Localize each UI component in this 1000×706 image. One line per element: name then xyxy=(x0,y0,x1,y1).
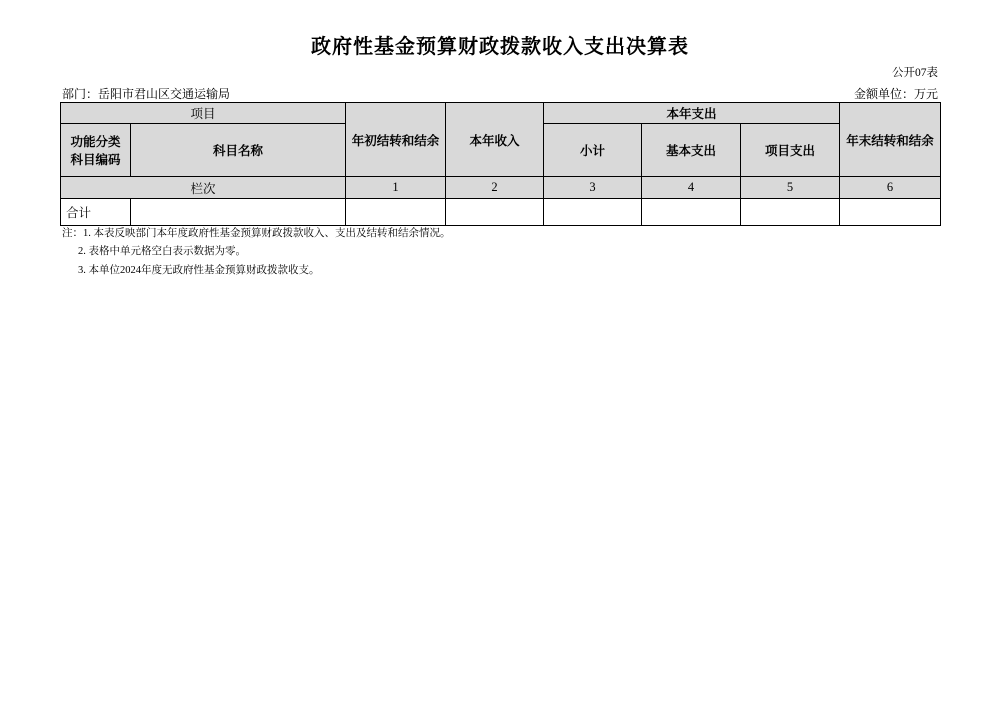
column-number-1: 1 xyxy=(346,177,446,199)
cell-year-income xyxy=(446,199,544,226)
table-column-number-row xyxy=(61,177,941,199)
column-number-3: 3 xyxy=(544,177,642,199)
cell-project-expenditure xyxy=(741,199,840,226)
header-basic-expenditure: 基本支出 xyxy=(642,124,741,177)
header-year-expenditure: 本年支出 xyxy=(544,103,840,124)
note-line-1 xyxy=(62,225,451,243)
column-number-2: 2 xyxy=(446,177,544,199)
column-number-5: 5 xyxy=(741,177,840,199)
department-label: 部门： xyxy=(62,87,99,101)
cell-begin-balance xyxy=(346,199,446,226)
cell-subtotal xyxy=(544,199,642,226)
header-function-code-line1: 功能分类 xyxy=(70,135,121,149)
table-header-row-1 xyxy=(61,103,941,124)
table-notes xyxy=(62,225,451,280)
table-row xyxy=(61,199,941,226)
header-subject-name: 科目名称 xyxy=(131,124,346,177)
note-item-2: 2. 表格中单元格空白表示数据为零。 xyxy=(78,246,246,258)
note-item-3: 3. 本单位2024年度无政府性基金预算财政拨款收支。 xyxy=(78,264,320,276)
header-begin-balance: 年初结转和结余 xyxy=(346,103,446,177)
header-project-group: 项目 xyxy=(61,103,346,124)
column-number-6: 6 xyxy=(840,177,941,199)
note-line-3 xyxy=(62,262,451,280)
budget-table xyxy=(60,102,941,226)
column-number-4: 4 xyxy=(642,177,741,199)
row-label-total: 合计 xyxy=(61,199,131,226)
amount-unit-label: 金额单位：万元 xyxy=(853,87,938,101)
note-line-2 xyxy=(62,243,451,261)
column-number-label: 栏次 xyxy=(61,177,346,199)
header-function-code-line2: 科目编码 xyxy=(70,153,121,167)
header-subtotal: 小计 xyxy=(544,124,642,177)
header-function-code xyxy=(61,124,131,177)
cell-subject-name xyxy=(131,199,346,226)
header-project-expenditure: 项目支出 xyxy=(741,124,840,177)
department-line xyxy=(62,85,230,102)
cell-basic-expenditure xyxy=(642,199,741,226)
form-code-label: 公开07表 xyxy=(892,67,938,79)
department-name: 岳阳市君山区交通运输局 xyxy=(98,87,231,101)
page-title: 政府性基金预算财政拨款收入支出决算表 xyxy=(311,36,689,58)
note-item-1: 1. 本表反映部门本年度政府性基金预算财政拨款收入、支出及结转和结余情况。 xyxy=(83,228,451,239)
header-year-income: 本年收入 xyxy=(446,103,544,177)
cell-end-balance xyxy=(840,199,941,226)
notes-prefix: 注： xyxy=(62,228,83,239)
header-end-balance: 年末结转和结余 xyxy=(840,103,941,177)
